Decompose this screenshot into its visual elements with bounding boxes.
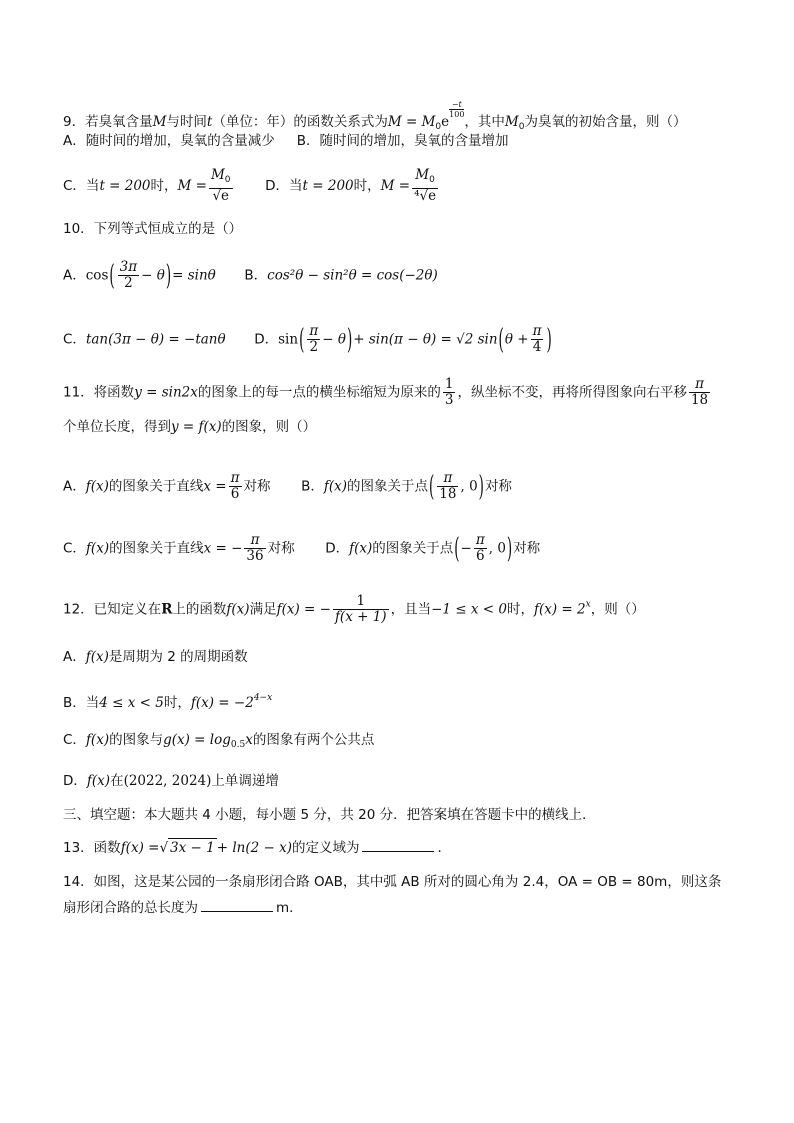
fraction <box>307 324 320 355</box>
q10-stem: 10．下列等式恒成立的是（） <box>63 221 243 237</box>
text: 是周期为 2 的周期函数 <box>108 649 248 665</box>
right-paren: ) <box>346 322 353 357</box>
q12-option-a <box>63 648 248 666</box>
math: t = 200 <box>302 178 354 194</box>
q9-option-b: B．随时间的增加，臭氧的含量增加 <box>296 133 509 149</box>
math: − <box>460 540 472 557</box>
fraction <box>244 533 265 564</box>
text: 时， <box>163 695 191 711</box>
text: 的图象与 <box>109 732 164 748</box>
text: 的图象关于直线 <box>109 540 204 557</box>
math: t = 200 <box>99 178 151 194</box>
right-paren: ) <box>478 469 484 504</box>
math: g(x) = log <box>163 732 231 748</box>
frac-den: 3 <box>444 392 454 408</box>
q12-text: 上的函数 <box>172 601 227 618</box>
math: y = f(x) <box>171 419 222 435</box>
left-paren: ( <box>454 531 460 566</box>
q10-option-c: C． <box>63 331 86 348</box>
text: 时， <box>353 178 381 194</box>
option-label: D． <box>63 773 87 789</box>
frac-den: 6 <box>230 486 240 502</box>
q11-option-d: D． <box>325 540 350 557</box>
frac-den: 36 <box>246 548 264 564</box>
q11-text: 个单位长度，得到 <box>63 419 171 435</box>
math: cos²θ − sin²θ = cos(−2θ) <box>267 267 438 284</box>
q14-text: 扇形闭合路的总长度为 <box>63 900 198 916</box>
option-label: A． <box>63 649 86 665</box>
q13-text: 的定义域为 <box>291 840 360 856</box>
math: x = − <box>203 540 243 557</box>
math: , 0 <box>460 478 478 495</box>
radicand: 3x − 1 <box>170 840 215 856</box>
section-heading: 三、填空题：本大题共 4 小题，每小题 5 分，共 20 分．把答案填在答题卡中的横线上． <box>63 807 596 823</box>
right-paren: ) <box>165 258 172 293</box>
text: 在 <box>110 773 124 789</box>
frac-num: π <box>475 532 485 548</box>
q12-text: ，且当 <box>390 601 432 618</box>
q9-text: 为臭氧的初始含量，则（） <box>524 114 687 130</box>
var-t: t <box>206 114 213 130</box>
exponent-fraction <box>449 100 464 119</box>
q11-stem <box>63 377 712 408</box>
q9-option-d: D．当 <box>265 178 303 194</box>
exp-num: −t <box>449 100 464 110</box>
q9-options-ab <box>63 132 509 150</box>
answer-blank[interactable] <box>362 839 434 852</box>
q9-text: 与时间 <box>166 114 207 130</box>
frac-den: 4 <box>532 339 542 355</box>
subscript: 0.5 <box>230 740 246 750</box>
frac-den: 2 <box>309 339 319 355</box>
fraction <box>412 168 438 204</box>
q12-text: 12．已知定义在 <box>63 601 162 618</box>
superscript: x <box>585 599 591 610</box>
frac-den: 18 <box>439 486 457 502</box>
q12-text: 时， <box>506 601 534 618</box>
frac-num: 1 <box>444 376 454 392</box>
right-paren: ) <box>546 322 552 357</box>
frac-num: π <box>244 533 265 549</box>
text: 对称 <box>513 540 541 557</box>
text: 对称 <box>243 478 271 495</box>
math: f(x) <box>85 540 110 557</box>
q12-stem <box>63 594 645 625</box>
frac-num: M <box>210 167 225 183</box>
frac-num: π <box>230 470 240 486</box>
q11-option-c: C． <box>63 540 86 557</box>
math: f(x) = 2 <box>533 601 586 618</box>
math: tan(3π − θ) = −tanθ <box>85 331 226 348</box>
option-label: C． <box>63 732 86 748</box>
q9-text: ，其中 <box>464 114 505 130</box>
fraction <box>437 471 458 502</box>
math: , 0 <box>488 540 506 557</box>
math: f(x) = − <box>276 601 331 618</box>
math: y = sin2x <box>134 384 198 401</box>
math: 4 ≤ x < 5 <box>99 695 164 711</box>
math: − θ <box>322 331 346 348</box>
q11-option-b: B． <box>301 478 324 495</box>
q14-line-1: 14．如图，这是某公园的一条扇形闭合路 OAB，其中弧 AB 所对的圆心角为 2.4，OA = OB = 80m，则这条 <box>63 874 722 890</box>
frac-num: π <box>532 323 542 339</box>
text: 对称 <box>267 540 295 557</box>
math: f(x) <box>85 478 109 495</box>
math: cos <box>85 267 109 284</box>
q11-text: ，纵坐标不变，再将所得图象向右平移 <box>457 384 687 401</box>
q10-option-d: D． <box>254 331 279 348</box>
fraction <box>531 324 544 355</box>
frac-den: ⁴√e <box>414 188 437 204</box>
math: θ + <box>504 331 529 348</box>
frac-num: π <box>309 323 319 339</box>
q11-options-cd <box>63 533 540 564</box>
math: −1 ≤ x < 0 <box>431 601 507 618</box>
subscript: 0 <box>435 122 442 132</box>
left-paren: ( <box>109 258 115 293</box>
text: 的图象有两个公共点 <box>252 732 375 748</box>
fraction <box>333 594 389 625</box>
q11-options-ab <box>63 471 512 502</box>
set-r: R <box>161 601 173 618</box>
math: = sinθ <box>172 267 216 284</box>
answer-blank[interactable] <box>201 899 273 912</box>
math: f(x) <box>85 732 110 748</box>
math: f(x) <box>86 773 111 789</box>
left-paren: ( <box>429 469 435 504</box>
math: M = <box>380 178 411 194</box>
frac-num: M <box>415 167 430 183</box>
frac-num: 3π <box>119 259 138 275</box>
q14-line-2 <box>63 899 303 917</box>
text: 的图象关于点 <box>347 478 429 495</box>
formula: M = M <box>387 114 436 130</box>
subscript: 0 <box>518 122 525 132</box>
math: f(x) <box>226 601 250 618</box>
text: 上单调递增 <box>211 773 279 789</box>
math: + ln(2 − x) <box>216 840 292 856</box>
q10-options-cd <box>63 324 553 355</box>
q11-text: 的图象上的每一点的横坐标缩短为原来的 <box>197 384 441 401</box>
q12-text: ，则（） <box>590 601 645 618</box>
math: x = <box>203 478 227 495</box>
text: 时， <box>150 178 178 194</box>
fraction <box>118 260 139 291</box>
math: f(x) <box>349 540 373 557</box>
q13-text: 13．函数 <box>63 840 121 856</box>
fraction <box>209 168 233 204</box>
var-m0: M <box>504 114 519 130</box>
q13-text: ． <box>437 840 451 856</box>
math: f(x) <box>323 478 348 495</box>
math: sin <box>278 331 299 348</box>
frac-den: √e <box>212 188 230 204</box>
q11-text: 11．将函数 <box>63 384 135 401</box>
math: M = <box>177 178 207 194</box>
math: f(x) = −2 <box>190 695 254 711</box>
q9-option-a: A．随时间的增加，臭氧的含量减少 <box>63 133 275 149</box>
exp-den: 100 <box>449 110 465 119</box>
option-label: B．当 <box>63 695 100 711</box>
left-paren: ( <box>299 322 305 357</box>
math: x <box>245 732 253 748</box>
math: (2022, 2024) <box>123 773 212 789</box>
q11-text: 的图象，则（） <box>221 419 317 435</box>
q9-options-cd <box>63 168 440 204</box>
sqrt-sign: √ <box>159 840 169 856</box>
math: f(x) <box>85 649 109 665</box>
var-m: M <box>152 114 167 130</box>
q10-option-b: B． <box>244 267 268 284</box>
fraction <box>229 471 242 502</box>
math: − θ <box>141 267 165 284</box>
q9-option-c: C．当 <box>63 178 100 194</box>
fraction <box>443 377 456 408</box>
frac-den: 18 <box>690 392 709 408</box>
frac-den: 2 <box>124 275 133 291</box>
frac-den: f(x + 1) <box>334 609 387 625</box>
frac-num: 1 <box>333 594 389 610</box>
q12-text: 满足 <box>249 601 277 618</box>
q12-option-b <box>63 689 272 712</box>
q10-option-a: A． <box>63 267 86 284</box>
q9-stem <box>63 100 686 136</box>
q9-text: （单位：年）的函数关系式为 <box>212 114 388 130</box>
left-paren: ( <box>498 322 504 357</box>
q12-option-d <box>63 772 279 790</box>
text: 的图象关于点 <box>372 540 454 557</box>
superscript: 4−x <box>253 693 273 703</box>
frac-den: 6 <box>476 548 485 564</box>
frac-num: π <box>689 377 710 393</box>
q12-option-c <box>63 731 374 754</box>
q11-option-a: A． <box>63 478 86 495</box>
subscript: 0 <box>224 175 231 185</box>
fraction <box>689 377 710 408</box>
euler-e: e <box>441 114 450 130</box>
math: f(x) = <box>120 840 160 856</box>
fraction <box>474 533 487 564</box>
text: 对称 <box>484 478 512 495</box>
subscript: 0 <box>429 175 435 185</box>
q10-options-ab <box>63 260 438 291</box>
q13 <box>63 838 451 857</box>
math: + sin(π − θ) = √2 sin <box>353 331 498 348</box>
frac-num: π <box>437 471 458 487</box>
text: 的图象关于直线 <box>108 478 204 495</box>
right-paren: ) <box>506 531 513 566</box>
q14-text: m． <box>276 900 303 916</box>
q11-stem-2 <box>63 418 316 436</box>
q9-text: 9．若臭氧含量 <box>63 114 153 130</box>
